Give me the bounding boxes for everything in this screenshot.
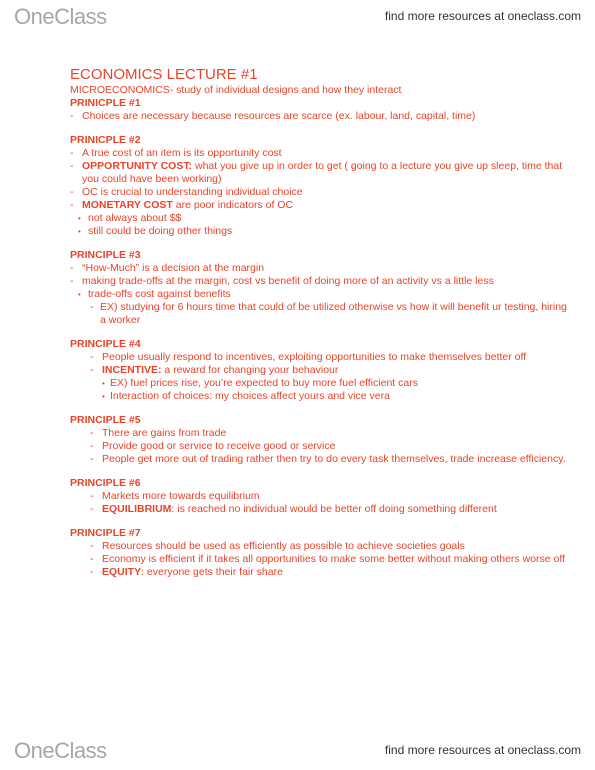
definition-text: what you give up in order to get ( going to a lecture you give up sleep, time that you could have been working) (82, 160, 563, 185)
header-tagline[interactable]: find more resources at oneclass.com (384, 9, 581, 23)
list-item: - Economy is efficient if it takes all opportunities to make some better without making others worse off (70, 553, 570, 566)
sub-list-item: • trade-offs cost against benefits (70, 288, 570, 301)
principle-5 (70, 414, 570, 466)
principle-heading: PRINCIPLE #7 (70, 527, 141, 539)
principle-4 (70, 338, 570, 403)
term-incentive: INCENTIVE: (102, 364, 162, 376)
principle-heading: PRINICPLE #2 (70, 134, 141, 146)
list-item: - Choices are necessary because resources are scarce (ex. labour, land, capital, time) (70, 110, 570, 123)
definition-text: : is reached no individual would be better off doing something different (171, 503, 497, 515)
principle-7 (70, 527, 570, 579)
definition-text: : everyone gets their fair share (141, 566, 283, 578)
list-item: - OC is crucial to understanding individual choice (70, 186, 570, 199)
list-item (70, 566, 570, 579)
list-item: - People get more out of trading rather then try to do every task themselves, trade increase efficiency. (70, 453, 570, 466)
principle-heading: PRINCIPLE #5 (70, 414, 141, 426)
sub-list-item: • still could be doing other things (70, 225, 570, 238)
page-footer (0, 734, 595, 770)
list-item: - A true cost of an item is its opportunity cost (70, 147, 570, 160)
list-item (70, 199, 570, 212)
oneclass-logo[interactable]: OneClass (14, 4, 107, 29)
list-item: - There are gains from trade (70, 427, 570, 440)
list-item: - Markets more towards equilibrium (70, 490, 570, 503)
document-subtitle: MICROECONOMICS- study of individual designs and how they interact (70, 84, 402, 96)
term-opportunity-cost: OPPORTUNITY COST: (82, 160, 193, 172)
sub-list-item: • Interaction of choices: my choices affect yours and vice vera (70, 390, 570, 403)
list-item: - “How-Much” is a decision at the margin (70, 262, 570, 275)
list-item: - Provide good or service to receive good or service (70, 440, 570, 453)
oneclass-logo[interactable]: OneClass (14, 738, 107, 763)
principle-3 (70, 249, 570, 327)
principle-heading: PRINICPLE #1 (70, 97, 141, 109)
list-item: - Resources should be used as efficiently as possible to achieve societies goals (70, 540, 570, 553)
principle-1 (70, 97, 570, 123)
principle-heading: PRINCIPLE #6 (70, 477, 141, 489)
definition-text: are poor indicators of OC (172, 199, 294, 211)
list-item: - making trade-offs at the margin, cost vs benefit of doing more of an activity vs a little less (70, 275, 570, 288)
footer-tagline[interactable]: find more resources at oneclass.com (384, 743, 581, 757)
sub-list-item: • not always about $$ (70, 212, 570, 225)
principle-heading: PRINCIPLE #3 (70, 249, 141, 261)
sub-list-item: • EX) fuel prices rise, you’re expected to buy more fuel efficient cars (70, 377, 570, 390)
principle-2 (70, 134, 570, 238)
lecture-notes (70, 66, 570, 590)
page-header (0, 0, 595, 36)
term-monetary-cost: MONETARY COST (82, 199, 173, 211)
document-title: ECONOMICS LECTURE #1 (70, 66, 258, 83)
list-item (70, 503, 570, 516)
principle-heading: PRINCIPLE #4 (70, 338, 141, 350)
term-equilibrium: EQUILIBRIUM (102, 503, 172, 515)
list-item: - People usually respond to incentives, exploiting opportunities to make themselves better off (70, 351, 570, 364)
principle-6 (70, 477, 570, 516)
definition-text: a reward for changing your behaviour (161, 364, 339, 376)
term-equity: EQUITY (102, 566, 142, 578)
list-item (70, 160, 570, 186)
list-item (70, 364, 570, 377)
sub-sub-list-item: - EX) studying for 6 hours time that could of be utilized otherwise vs how it will benefit ur testing, hiring a worker (70, 301, 570, 327)
